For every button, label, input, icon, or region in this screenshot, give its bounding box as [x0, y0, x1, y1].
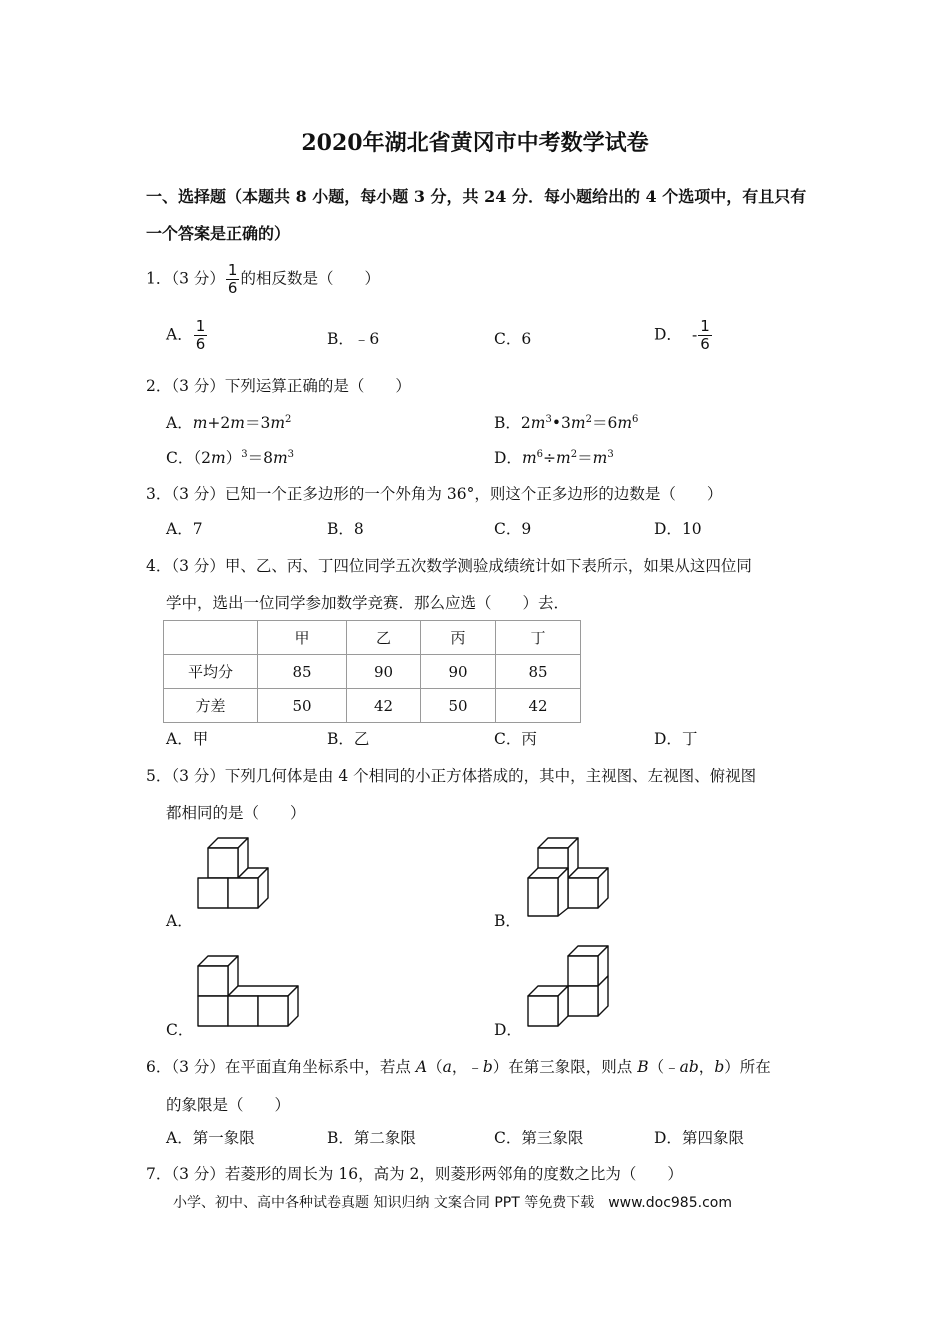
- question-6-line2: 的象限是（ ）: [166, 1096, 291, 1114]
- question-5-line2: 都相同的是（ ）: [166, 804, 306, 822]
- question-stem: 在平面直角坐标系中，若点 A（a，﹣b）在第三象限，则点 B（﹣ab，b）所在: [224, 1058, 771, 1076]
- q5-option-d[interactable]: D．: [494, 1021, 522, 1039]
- q4-option-c[interactable]: C．丙: [494, 730, 537, 748]
- q5-option-a[interactable]: A．: [166, 912, 193, 930]
- question-4: 4．（3 分）甲、乙、丙、丁四位同学五次数学测验成绩统计如下表所示，如果从这四位同: [146, 557, 752, 575]
- fraction: $\frac{1}{6}$: [227, 261, 238, 297]
- question-2: 2．（3 分）下列运算正确的是（ ）: [146, 377, 411, 395]
- question-stem: 的相反数是（ ）: [240, 269, 380, 288]
- q6-option-d[interactable]: D．第四象限: [654, 1129, 744, 1147]
- q2-option-a[interactable]: A．$m+2m=3m^2$: [166, 413, 292, 432]
- table-row: 平均分 85 90 90 85: [164, 655, 581, 689]
- q1-option-d[interactable]: D． - $\frac{1}{6}$: [654, 317, 710, 353]
- question-number: 1．: [146, 269, 172, 288]
- cube-figure-c: [190, 950, 310, 1040]
- cube-figure-d: [520, 940, 620, 1040]
- question-4-line2: 学中，选出一位同学参加数学竞赛．那么应选（ ）去．: [166, 594, 570, 612]
- q1-option-a[interactable]: A． $\frac{1}{6}$: [166, 317, 206, 353]
- q2-option-c[interactable]: C．$(2m)^3=8m^3$: [166, 448, 295, 467]
- question-5: 5．（3 分）下列几何体是由 4 个相同的小正方体搭成的，其中，主视图、左视图、俯视图: [146, 767, 757, 785]
- q1-option-b[interactable]: B．﹣6: [327, 330, 380, 348]
- q1-option-c[interactable]: C．6: [494, 330, 532, 348]
- question-6: 6．（3 分）在平面直角坐标系中，若点 A（a，﹣b）在第三象限，则点 B（﹣ab，b）所在: [146, 1058, 771, 1076]
- q6-option-b[interactable]: B．第二象限: [327, 1129, 416, 1147]
- math-expression: $m^6\div m^2=m^3$: [521, 448, 614, 467]
- section-heading-line1: 一、选择题（本题共 8 小题，每小题 3 分，共 24 分．每小题给出的 4 个选项中，有且只有: [146, 187, 807, 206]
- q3-option-c[interactable]: C．9: [494, 520, 532, 538]
- question-3: 3．（3 分）已知一个正多边形的一个外角为 36°，则这个正多边形的边数是（ ）: [146, 485, 723, 503]
- cube-figure-b: [520, 832, 620, 922]
- q5-option-b[interactable]: B．: [494, 912, 521, 930]
- page-footer: 小学、初中、高中各种试卷真题 知识归纳 文案合同 PPT 等免费下载 www.doc985.com: [173, 1195, 732, 1211]
- section-heading-line2: 一个答案是正确的）: [146, 224, 291, 243]
- q4-option-b[interactable]: B．乙: [327, 730, 370, 748]
- question-7: 7．（3 分）若菱形的周长为 16，高为 2，则菱形两邻角的度数之比为（ ）: [146, 1165, 683, 1183]
- q2-option-b[interactable]: B．$2m^3•3m^2=6m^6$: [494, 413, 639, 432]
- math-expression: $m+2m=3m^2$: [192, 413, 292, 432]
- score-table: [163, 620, 581, 723]
- table-row: 方差 50 42 50 42: [164, 689, 581, 723]
- question-score: （3 分）: [171, 269, 225, 288]
- q3-option-d[interactable]: D．10: [654, 520, 702, 538]
- q6-option-c[interactable]: C．第三象限: [494, 1129, 584, 1147]
- page-title: 2020年湖北省黄冈市中考数学试卷: [301, 130, 649, 156]
- q2-option-d[interactable]: D．$m^6\div m^2=m^3$: [494, 448, 614, 467]
- q3-option-b[interactable]: B．8: [327, 520, 364, 538]
- table-header-row: 甲 乙 丙 丁: [164, 621, 581, 655]
- q5-option-c[interactable]: C．: [166, 1021, 194, 1039]
- math-expression: $2m^3•3m^2=6m^6$: [520, 413, 639, 432]
- q3-option-a[interactable]: A．7: [166, 520, 203, 538]
- q6-option-a[interactable]: A．第一象限: [166, 1129, 255, 1147]
- fraction: $\frac{1}{6}$: [700, 317, 710, 353]
- math-expression: $(2m)^3=8m^3$: [193, 448, 295, 467]
- fraction: $\frac{1}{6}$: [195, 317, 206, 353]
- q4-option-d[interactable]: D．丁: [654, 730, 698, 748]
- q4-option-a[interactable]: A．甲: [166, 730, 209, 748]
- question-1: [146, 262, 380, 297]
- cube-figure-a: [190, 832, 280, 922]
